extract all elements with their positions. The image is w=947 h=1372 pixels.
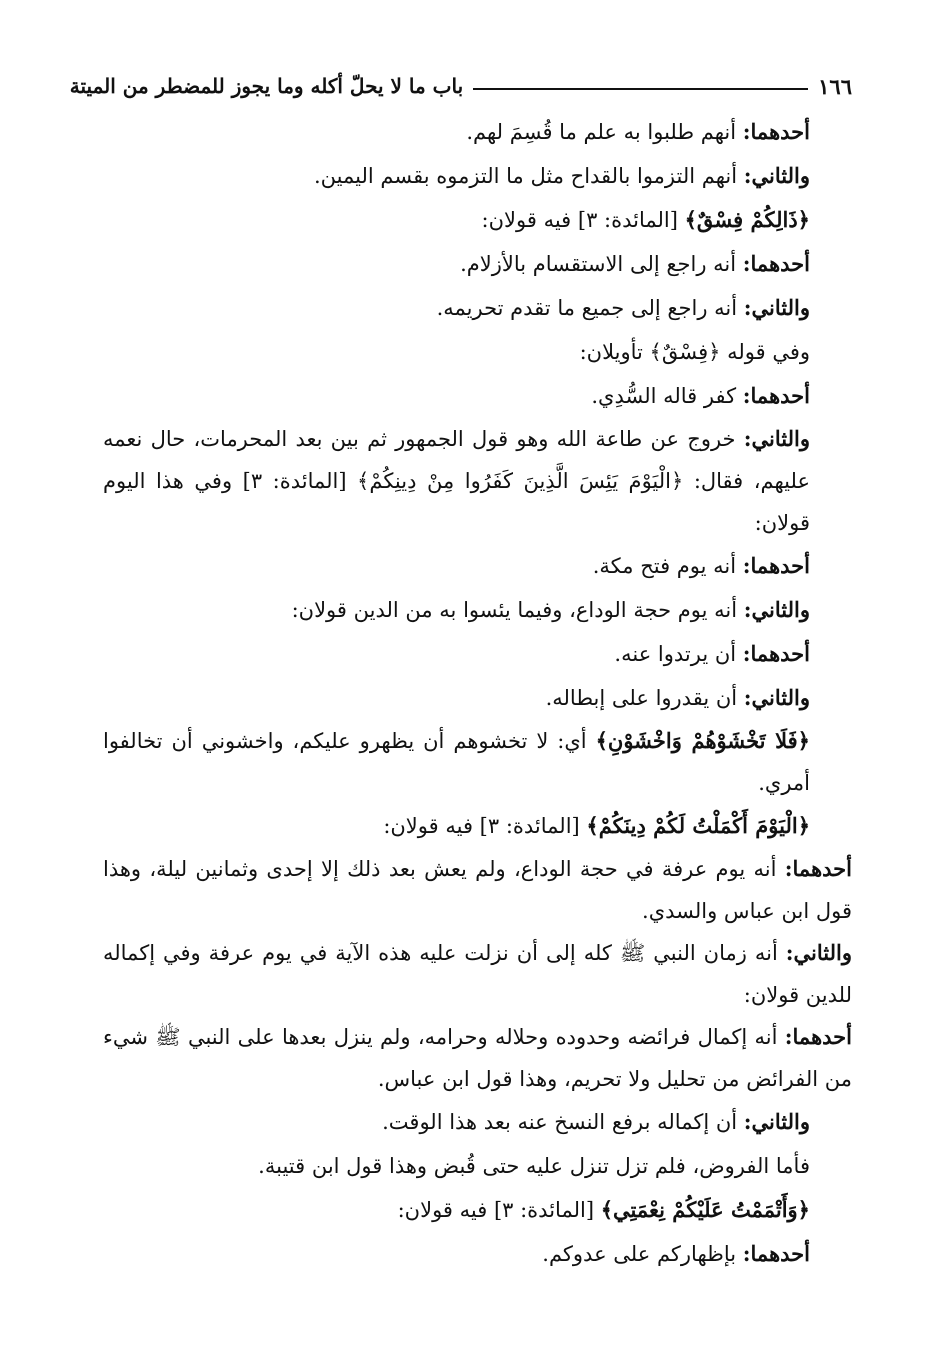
paragraph-text: كفر قاله السُّدِي. [591,384,743,408]
paragraph-lead: أحدهما: [784,856,852,881]
paragraph [103,676,852,720]
paragraph-lead: أحدهما: [742,641,810,666]
paragraph-lead: والثاني: [743,685,810,710]
paragraph-text: أي: لا تخشوهم أن يظهرو عليكم، واخشوني أن تخالفوا أمري. [103,729,810,795]
paragraph-lead: والثاني: [743,597,810,622]
paragraph-lead: ﴿الْيَوْمَ أَكْمَلْتُ لَكُمْ دِينَكُمْ﴾ [586,813,810,838]
paragraph [103,110,852,154]
paragraph [103,286,852,330]
paragraph-lead: أحدهما: [742,119,810,144]
paragraph [103,418,852,544]
paragraph-text: أن إكماله برفع النسخ عنه بعد هذا الوقت. [382,1110,744,1134]
header-rule [473,88,808,90]
paragraph [103,588,852,632]
paragraph-text: أنه يوم عرفة في حجة الوداع، ولم يعش بعد ذلك إلا إحدى وثمانين ليلة، وهذا قول ابن عباس والسدي. [103,857,852,923]
paragraph-lead: والثاني: [743,1109,810,1134]
paragraph-text: أنه يوم فتح مكة. [592,554,743,578]
paragraph-text: [المائدة: ٣] فيه قولان: [397,1198,601,1222]
paragraph-lead: والثاني: [743,295,810,320]
paragraph-text: أنه إكمال فرائضه وحدوده وحلاله وحرامه، ولم ينزل بعدها على النبي ﷺ شيء من الفرائض من تحليل ولا تحريم، وهذا قول ابن عباس. [103,1025,852,1091]
paragraph-lead: والثاني: [743,163,810,188]
paragraph [103,804,852,848]
paragraph [103,1144,852,1188]
page-number: ١٦٦ [818,73,852,99]
paragraph-text: [المائدة: ٣] فيه قولان: [383,814,587,838]
paragraph-lead: أحدهما: [742,383,810,408]
paragraph [103,720,852,804]
paragraph-text: خروج عن طاعة الله وهو قول الجمهور ثم بين بعد المحرمات، حال نعمه عليهم، فقال: ﴿الْيَوْمَ يَئِسَ الَّذِينَ كَفَرُوا مِنْ دِينِكُمْ﴾ [المائدة: ٣] وفي هذا اليوم قولان: [103,427,810,535]
paragraph-text: [المائدة: ٣] فيه قولان: [481,208,685,232]
paragraph [103,544,852,588]
paragraph [103,632,852,676]
paragraph [103,242,852,286]
paragraph-lead: والثاني: [785,940,852,965]
paragraph-text: أنه زمان النبي ﷺ كله إلى أن نزلت عليه هذه الآية في يوم عرفة وفي إكماله للدين قولان: [103,941,852,1007]
paragraph-lead: أحدهما: [742,251,810,276]
paragraph-text: أن يقدروا على إبطاله. [545,686,744,710]
paragraph-lead: أحدهما: [742,1241,810,1266]
paragraph-text: وفي قوله ﴿فِسْقٌ﴾ تأويلان: [579,340,810,364]
paragraph [103,932,852,1016]
paragraph-text: أنه راجع إلى الاستقسام بالأزلام. [460,252,743,276]
paragraph-lead: أحدهما: [742,553,810,578]
page-body [103,110,852,1276]
paragraph [103,1016,852,1100]
paragraph-text: بإظهاركم على عدوكم. [542,1242,743,1266]
paragraph-text: أن يرتدوا عنه. [614,642,743,666]
paragraph-text: أنهم التزموا بالقداح مثل ما التزموه بقسم اليمين. [313,164,744,188]
running-title: باب ما لا يحلّ أكله وما يجوز للمضطر من الميتة [69,74,464,98]
paragraph-text: أنهم طلبوا به علم ما قُسِمَ لهم. [466,120,743,144]
paragraph [103,154,852,198]
page-header [69,68,852,104]
paragraph-lead: ﴿وَأَتْمَمْتُ عَلَيْكُمْ نِعْمَتِي﴾ [600,1197,810,1222]
paragraph [103,848,852,932]
paragraph [103,1100,852,1144]
paragraph [103,330,852,374]
paragraph [103,1232,852,1276]
paragraph-lead: ﴿ذَالِكُمْ فِسْقٌ﴾ [684,207,810,232]
paragraph-lead: ﴿فَلَا تَخْشَوْهُمْ وَاخْشَوْنِ﴾ [595,728,810,753]
paragraph-text: أنه راجع إلى جميع ما تقدم تحريمه. [436,296,744,320]
paragraph-text: فأما الفروض، فلم تزل تنزل عليه حتى قُبض وهذا قول ابن قتيبة. [258,1154,810,1178]
paragraph [103,374,852,418]
paragraph [103,1188,852,1232]
paragraph [103,198,852,242]
paragraph-lead: أحدهما: [784,1024,852,1049]
paragraph-lead: والثاني: [743,426,810,451]
paragraph-text: أنه يوم حجة الوداع، وفيما يئسوا به من الدين قولان: [291,598,744,622]
